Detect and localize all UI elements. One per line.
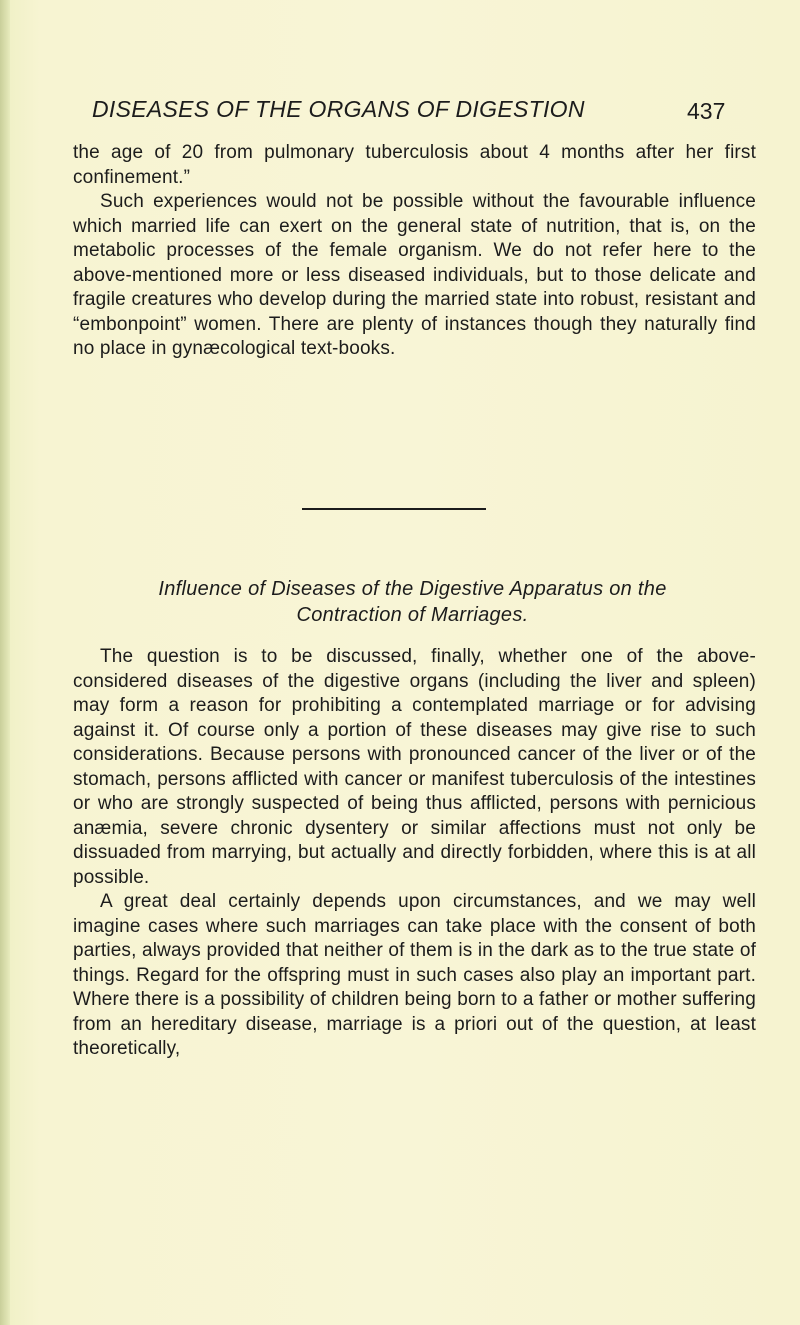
page-number: 437 (687, 98, 726, 124)
section-heading-line-1: Influence of Diseases of the Digestive Apparatus on the (158, 578, 667, 600)
section-heading (60, 576, 765, 628)
paragraph: Such experiences would not be possible without the favourable influence which married life can exert on the general state of nutrition, that is, on the metabolic processes of the female organism. We do not refer here to the above-mentioned more or less diseased individuals, but to those delicate and fragile creatures who develop during the married state into robust, resistant and “embonpoint” women. There are plenty of instances though they naturally find no place in gynæcological text-books. (73, 191, 756, 359)
section-two-text (73, 645, 756, 1062)
running-head (92, 96, 762, 136)
section-one-text (73, 141, 756, 362)
paragraph: The question is to be discussed, finally, whether one of the above-considered diseases of the digestive organs (including the liver and spleen) may form a reason for prohibiting a contemplated marriage or for advising against it. Of course only a portion of these diseases may give rise to such considerations. Because persons with pronounced cancer of the liver or of the stomach, persons afflicted with cancer or manifest tuberculosis of the intestines or who are strongly suspected of being thus afflicted, persons with pernicious anæmia, severe chronic dysentery or similar affections must not only be dissuaded from marrying, but actually and directly forbidden, where this is at all possible. (73, 646, 756, 888)
section-heading-line-2: Contraction of Marriages. (296, 604, 529, 626)
paragraph: A great deal certainly depends upon circumstances, and we may well imagine cases where such marriages can take place with the consent of both parties, always provided that neither of them is in the dark as to the true state of things. Regard for the offspring must in such cases also play an important part. Where there is a possibility of children being born to a father or mother suffering from an hereditary disease, marriage is a priori out of the question, at least theoretically, (73, 891, 756, 1059)
running-head-title: DISEASES OF THE ORGANS OF DIGESTION (92, 96, 585, 122)
page-spine-shadow (0, 0, 10, 1325)
section-divider-rule (302, 508, 486, 510)
paragraph-continuation: the age of 20 from pulmonary tuberculosis about 4 months after her first confinement.” (73, 142, 756, 188)
